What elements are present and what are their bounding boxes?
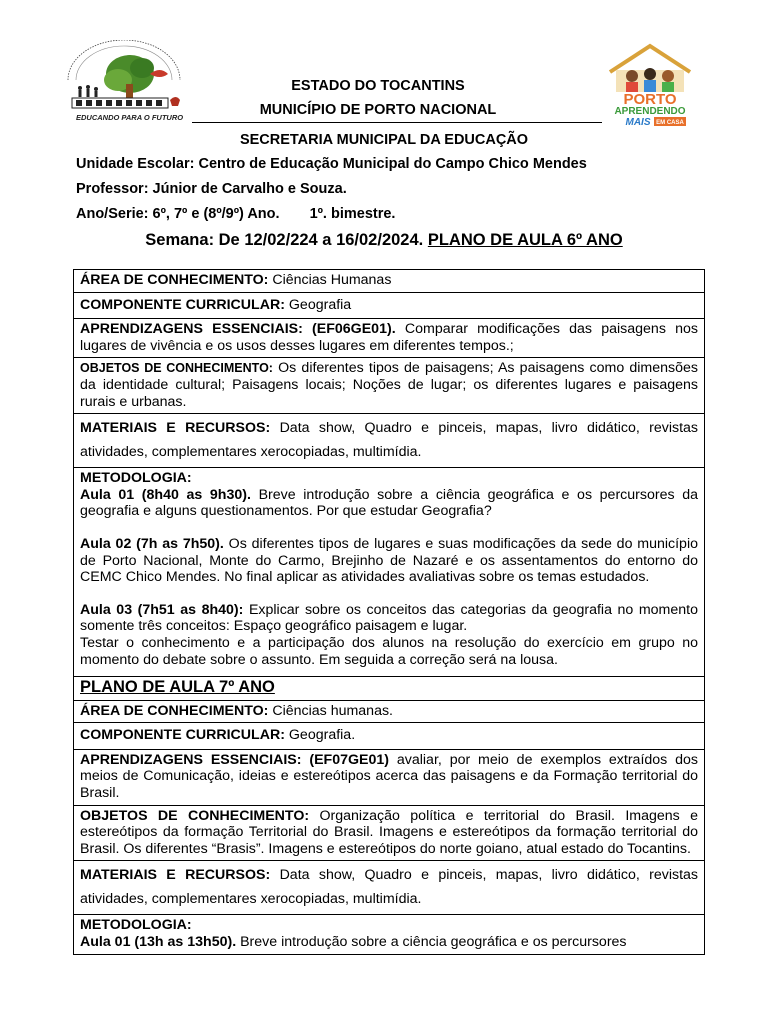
lesson-1 bbox=[80, 934, 698, 951]
lesson-1-label: Aula 01 (13h as 13h50). bbox=[80, 934, 237, 951]
lesson-1-label: Aula 01 (8h40 as 9h30). bbox=[80, 486, 251, 503]
municipality-heading: MUNICÍPIO DE PORTO NACIONAL bbox=[259, 102, 497, 118]
plan-6-title: PLANO DE AULA 6º ANO bbox=[427, 231, 623, 249]
school-unit: Unidade Escolar: Centro de Educação Municipal do Campo Chico Mendes bbox=[76, 156, 587, 172]
methodology-label: METODOLOGIA: bbox=[80, 470, 192, 487]
area-label: ÁREA DE CONHECIMENTO: bbox=[80, 702, 269, 719]
secretariat-heading: SECRETARIA MUNICIPAL DA EDUCAÇÃO bbox=[239, 132, 529, 148]
component-value: Geografia bbox=[288, 296, 352, 313]
lesson-2 bbox=[80, 536, 698, 586]
plan6-objects-row bbox=[74, 358, 705, 414]
week-range: Semana: De 12/02/224 a 16/02/2024. bbox=[145, 231, 424, 249]
objects-label: OBJETOS DE CONHECIMENTO: bbox=[80, 807, 310, 824]
state-heading: ESTADO DO TOCANTINS bbox=[291, 78, 465, 94]
svg-text:EM CASA: EM CASA bbox=[656, 120, 684, 126]
teacher-name: Professor: Júnior de Carvalho e Souza. bbox=[76, 181, 347, 197]
area-label: ÁREA DE CONHECIMENTO: bbox=[80, 272, 269, 288]
materials-value: Data show, Quadro e pinceis, mapas, livro didático, revistas atividades, complementares xerocopiadas, multimídia. bbox=[80, 420, 698, 461]
svg-text:APRENDENDO: APRENDENDO bbox=[614, 106, 686, 117]
learning-label: APRENDIZAGENS ESSENCIAIS: (EF06GE01). bbox=[80, 321, 396, 338]
svg-text:PORTO: PORTO bbox=[623, 91, 677, 108]
lesson-1-text: Breve introdução sobre a ciência geográfica e os percursores bbox=[240, 934, 627, 951]
lesson-plan-table bbox=[73, 269, 705, 955]
lesson-3-continuation: Testar o conhecimento e a participação dos alunos na resolução do exercício em grupo no momento do debate sobre o assunto. Em seguida a correção será na lousa. bbox=[80, 634, 698, 668]
area-value: Ciências humanas. bbox=[272, 702, 393, 719]
plan6-component-row bbox=[74, 292, 705, 319]
term-text: 1º. bimestre. bbox=[309, 206, 396, 222]
plan7-area-row bbox=[74, 700, 705, 723]
materials-value: Data show, Quadro e pinceis, mapas, livro didático, revistas atividades, complementares xerocopiadas, multimídia. bbox=[80, 867, 698, 908]
component-label: COMPONENTE CURRICULAR: bbox=[80, 727, 285, 744]
plan7-title-row bbox=[74, 677, 705, 701]
objects-value: Os diferentes tipos de paisagens; As paisagens como dimensões da identidade cultural; Paisagens locais; Noções de lugar; os diferentes lugares e paisagens rurais e urbanas. bbox=[80, 360, 698, 410]
plan7-objects-row bbox=[74, 805, 705, 861]
lesson-2-text: Os diferentes tipos de lugares e suas modificações da sede do município de Porto Nacional, Monte do Carmo, Brejinho de Nazaré e os assentamentos do entorno do CEMC Chico Mendes. No final aplicar as atividades avaliativas sobre os temas estudados. bbox=[80, 535, 698, 586]
plan7-methodology-row bbox=[74, 915, 705, 954]
component-value: Geografia. bbox=[288, 727, 356, 744]
plan6-methodology-row bbox=[74, 468, 705, 677]
learning-label: APRENDIZAGENS ESSENCIAIS: (EF07GE01) bbox=[80, 751, 389, 768]
lesson-2-label: Aula 02 (7h as 7h50). bbox=[80, 535, 224, 552]
area-value: Ciências Humanas bbox=[272, 272, 392, 288]
plan6-learning-row bbox=[74, 319, 705, 358]
objects-value: Organização política e territorial do Brasil. Imagens e estereótipos da formação Territorial do Brasil. Imagens e estereótipos da formação territorial do Brasil. Os diferentes “Brasis”. Imagens e estereótipos do norte goiano, atual estado do Tocantins. bbox=[80, 807, 698, 857]
lesson-1-text: Breve introdução sobre a ciência geográfica e os percursores da geografia e alguns questionamentos. Por que estudar Geografia? bbox=[80, 486, 698, 520]
methodology-label: METODOLOGIA: bbox=[80, 917, 192, 934]
plan6-area-row bbox=[74, 270, 705, 293]
header-divider bbox=[192, 122, 602, 123]
lesson-3 bbox=[80, 602, 698, 635]
svg-text:MAIS: MAIS bbox=[625, 117, 651, 128]
plan-7-title: PLANO DE AULA 7º ANO bbox=[80, 678, 275, 697]
materials-label: MATERIAIS E RECURSOS: bbox=[80, 867, 271, 884]
objects-label: OBJETOS DE CONHECIMENTO: bbox=[80, 361, 273, 376]
plan7-learning-row bbox=[74, 749, 705, 805]
grade-term bbox=[76, 206, 395, 222]
plan7-component-row bbox=[74, 723, 705, 750]
grade-text: Ano/Serie: 6º, 7º e (8º/9º) Ano. bbox=[76, 206, 280, 222]
svg-text:EDUCANDO PARA O FUTURO: EDUCANDO PARA O FUTURO bbox=[76, 113, 184, 122]
lesson-1 bbox=[80, 487, 698, 520]
component-label: COMPONENTE CURRICULAR: bbox=[80, 296, 285, 313]
materials-label: MATERIAIS E RECURSOS: bbox=[80, 420, 271, 437]
learning-value: avaliar, por meio de exemplos extraídos dos meios de Comunicação, ideias e estereótipos acerca das paisagens e da Formação territorial do Brasil. bbox=[80, 751, 698, 802]
learning-value: Comparar modificações das paisagens nos lugares de vivência e os usos desses lugares em diferentes tempos.; bbox=[80, 321, 699, 354]
lesson-3-label: Aula 03 (7h51 as 8h40): bbox=[80, 601, 244, 618]
lesson-3-text: Explicar sobre os conceitos das categorias da geografia no momento somente três conceitos: Espaço geográfico paisagem e lugar. bbox=[80, 601, 698, 635]
week-title bbox=[0, 231, 768, 250]
plan7-materials-row bbox=[74, 861, 705, 915]
plan6-materials-row bbox=[74, 414, 705, 468]
